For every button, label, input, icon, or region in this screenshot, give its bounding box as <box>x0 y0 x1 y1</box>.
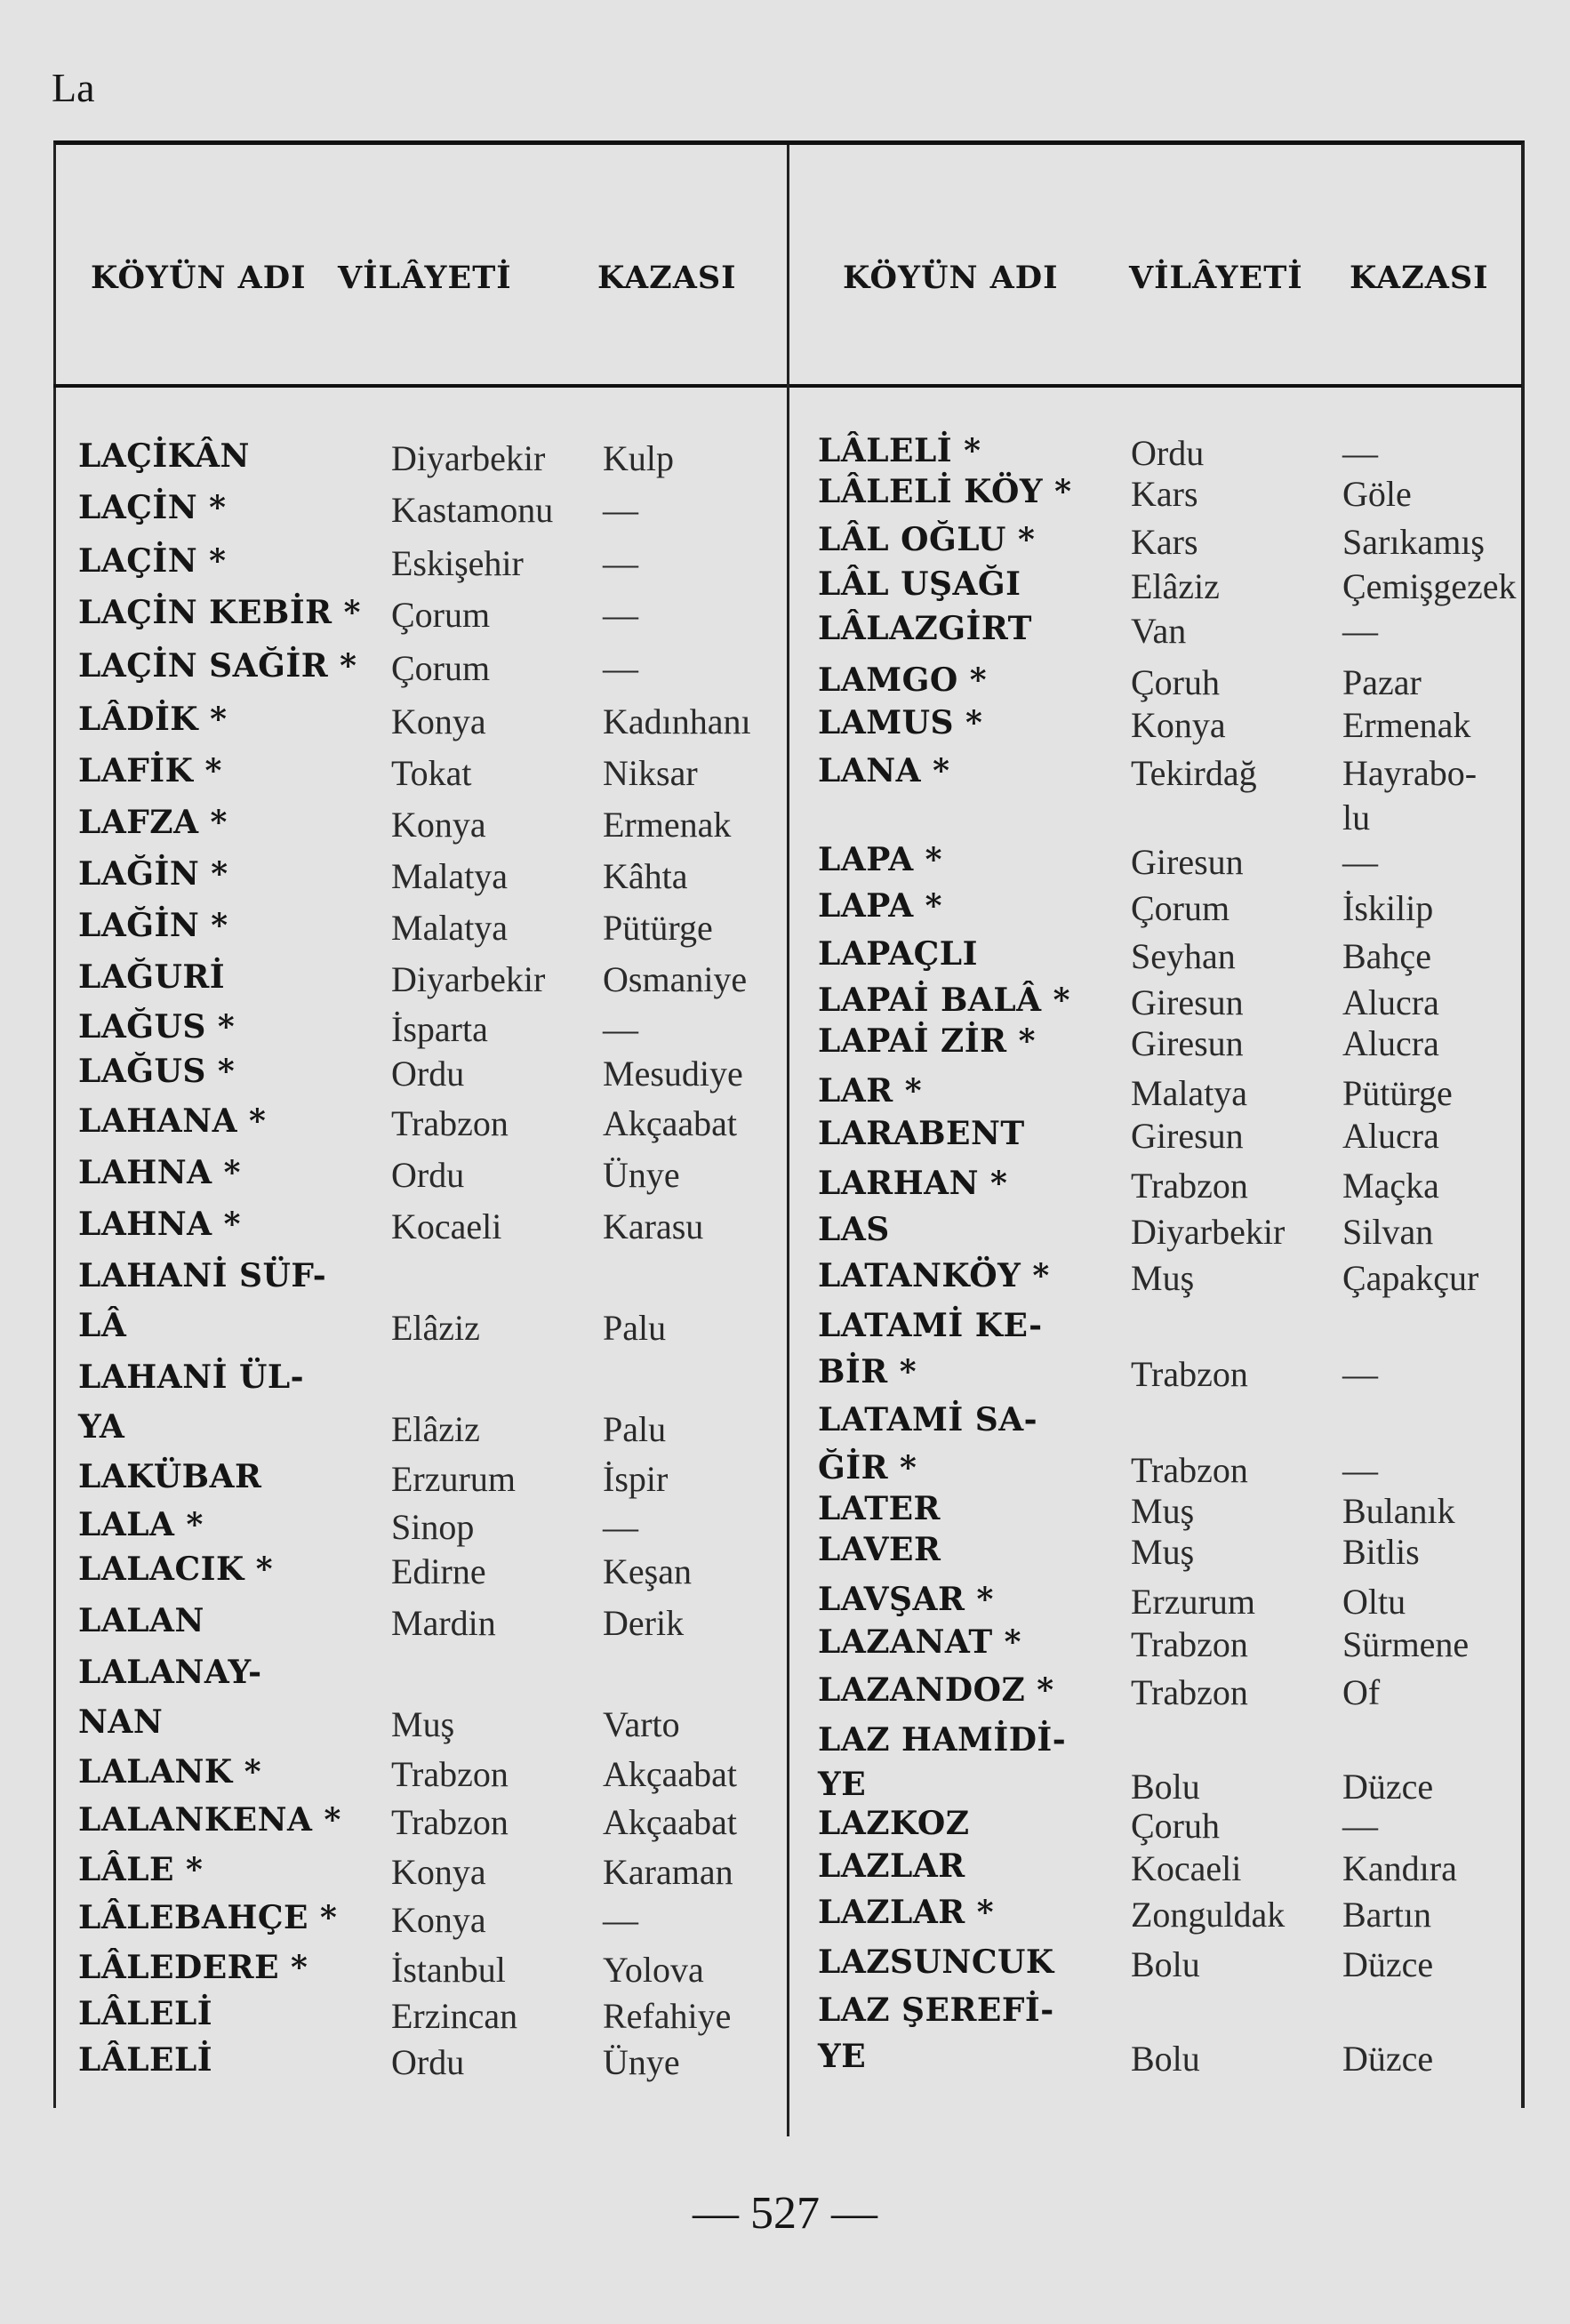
province-name: Muş <box>1131 1491 1195 1531</box>
district-name: — <box>603 490 638 530</box>
village-name: LATANKÖY * <box>818 1257 1050 1294</box>
province-name: Kocaeli <box>391 1206 502 1246</box>
village-name: LAZKOZ <box>818 1805 970 1842</box>
village-name: LAZLAR * <box>818 1894 995 1931</box>
district-name: Sürmene <box>1342 1624 1470 1664</box>
province-name: Seyhan <box>1131 936 1236 976</box>
village-name: LAZANDOZ * <box>818 1671 1054 1709</box>
province-name: Konya <box>391 1852 486 1892</box>
district-name: İspir <box>603 1459 669 1499</box>
province-name: Trabzon <box>391 1754 509 1794</box>
province-name: Giresun <box>1131 982 1244 1022</box>
village-name: LAZ ŞEREFİ- <box>818 1991 1054 2029</box>
village-name: LAHNA * <box>78 1154 241 1191</box>
village-name: LAVER <box>818 1531 941 1568</box>
district-name: İskilip <box>1342 888 1434 928</box>
village-name: LAÇİN * <box>78 542 227 580</box>
province-name: Muş <box>1131 1258 1195 1298</box>
district-name: Bulanık <box>1342 1491 1455 1531</box>
village-name: LAMUS * <box>818 704 983 741</box>
district-name: Karasu <box>603 1206 704 1246</box>
village-name: LAFİK * <box>78 752 222 789</box>
right-column-entries <box>818 0 1520 2324</box>
province-name: Konya <box>1131 705 1226 745</box>
province-name: Çorum <box>391 595 491 635</box>
district-name: Yolova <box>603 1950 704 1990</box>
village-name: LAPAÇLI <box>818 935 978 973</box>
village-name: LAMGO * <box>818 661 988 699</box>
village-name: LALA * <box>78 1506 204 1543</box>
village-name: LAÇİN KEBİR * <box>78 594 361 631</box>
province-name: Trabzon <box>1131 1166 1248 1206</box>
col-header-province: VİLÂYETİ <box>338 260 512 296</box>
province-name: Erzurum <box>391 1459 516 1499</box>
left-column-entries <box>78 0 781 2324</box>
district-name: Pütürge <box>1342 1073 1453 1113</box>
province-name: Mardin <box>391 1603 496 1643</box>
province-name: Ordu <box>391 2042 465 2082</box>
district-name: Kulp <box>603 438 674 478</box>
province-name: Bolu <box>1131 1944 1200 1984</box>
district-name: Pütürge <box>603 908 713 948</box>
district-name: — <box>603 648 638 688</box>
village-name: LAKÜBAR <box>78 1458 262 1495</box>
district-name: Varto <box>603 1704 680 1744</box>
province-name: Sinop <box>391 1507 475 1547</box>
province-name: Zonguldak <box>1131 1895 1286 1935</box>
district-name: Alucra <box>1342 982 1439 1022</box>
village-name: LAHANA * <box>78 1102 267 1140</box>
village-name: LAZLAR <box>818 1847 965 1885</box>
district-name: Bitlis <box>1342 1532 1420 1572</box>
province-name: İstanbul <box>391 1950 506 1990</box>
village-name: YA <box>78 1408 125 1446</box>
village-name: LALANKENA * <box>78 1801 341 1839</box>
district-name: Silvan <box>1342 1212 1434 1252</box>
village-name: YE <box>818 2038 867 2075</box>
district-name: Of <box>1342 1672 1381 1712</box>
province-name: Muş <box>391 1704 455 1744</box>
village-name: LÂL UŞAĞI <box>818 565 1021 603</box>
village-name: LAĞUS * <box>78 1008 236 1046</box>
district-name: Düzce <box>1342 2039 1434 2079</box>
district-name: — <box>603 595 638 635</box>
village-name: LAZ HAMİDİ- <box>818 1721 1067 1759</box>
province-name: Konya <box>391 1900 486 1940</box>
district-name: Osmaniye <box>603 959 748 999</box>
district-name: — <box>603 1009 638 1049</box>
district-name: Ermenak <box>603 805 732 845</box>
village-name: LAPAİ ZİR * <box>818 1022 1036 1060</box>
page-header-letters: La <box>52 65 95 110</box>
village-name: LALANK * <box>78 1753 262 1791</box>
district-name: — <box>1342 1806 1378 1846</box>
village-name: LAPA * <box>818 841 942 878</box>
province-name: Çorum <box>391 648 491 688</box>
village-name: LAPA * <box>818 887 942 925</box>
province-name: Diyarbekir <box>1131 1212 1286 1252</box>
district-name: — <box>603 1507 638 1547</box>
province-name: Elâziz <box>391 1409 480 1449</box>
col-header-village: KÖYÜN ADI <box>91 260 307 296</box>
province-name: Ordu <box>391 1155 465 1195</box>
village-name: LAÇİKÂN <box>78 437 250 475</box>
village-name: LÂLEDERE * <box>78 1949 308 1986</box>
province-name: Elâziz <box>391 1308 480 1348</box>
district-name: Keşan <box>603 1551 692 1591</box>
district-name: lu <box>1342 797 1371 837</box>
village-name: BİR * <box>818 1353 917 1390</box>
province-name: Kastamonu <box>391 490 554 530</box>
village-name: LATAMİ SA- <box>818 1401 1038 1438</box>
village-name: LAHANİ ÜL- <box>78 1358 305 1396</box>
village-name: LARABENT <box>818 1115 1025 1152</box>
district-name: Kadınhanı <box>603 701 751 741</box>
village-name: LÂLELİ <box>78 2041 213 2079</box>
district-name: Pazar <box>1342 662 1422 702</box>
province-name: Kocaeli <box>1131 1848 1242 1888</box>
village-name: LAFZA * <box>78 804 228 841</box>
village-name: LÂ <box>78 1307 127 1344</box>
village-name: LAĞUS * <box>78 1053 236 1090</box>
village-name: LAÇİN * <box>78 489 227 526</box>
village-name: LAĞİN * <box>78 907 228 944</box>
province-name: Trabzon <box>1131 1624 1248 1664</box>
province-name: Giresun <box>1131 1023 1244 1063</box>
district-name: Maçka <box>1342 1166 1439 1206</box>
province-name: Eskişehir <box>391 543 524 583</box>
district-name: Düzce <box>1342 1944 1434 1984</box>
column-divider <box>787 145 789 2136</box>
district-name: Ermenak <box>1342 705 1471 745</box>
village-name: LATER <box>818 1490 941 1527</box>
district-name: Ünye <box>603 1155 680 1195</box>
district-name: — <box>1342 1450 1378 1490</box>
village-name: ĞİR * <box>818 1449 917 1487</box>
province-name: Edirne <box>391 1551 486 1591</box>
district-name: — <box>1342 1354 1378 1394</box>
village-name: LALAN <box>78 1602 204 1639</box>
village-name: LÂLELİ KÖY * <box>818 473 1072 510</box>
col-header-village: KÖYÜN ADI <box>843 260 1059 296</box>
district-name: Mesudiye <box>603 1054 743 1094</box>
village-name: LÂLEBAHÇE * <box>78 1899 338 1936</box>
district-name: — <box>1342 433 1378 473</box>
province-name: Trabzon <box>1131 1450 1248 1490</box>
district-name: Kandıra <box>1342 1848 1457 1888</box>
province-name: Konya <box>391 701 486 741</box>
village-name: LÂL OĞLU * <box>818 521 1036 558</box>
province-name: Malatya <box>1131 1073 1248 1113</box>
district-name: Çapakçur <box>1342 1258 1479 1298</box>
district-name: Refahiye <box>603 1996 732 2036</box>
village-name: LAS <box>818 1211 890 1248</box>
province-name: Ordu <box>1131 433 1205 473</box>
province-name: Çoruh <box>1131 1806 1220 1846</box>
district-name: Oltu <box>1342 1582 1406 1622</box>
province-name: İsparta <box>391 1009 488 1049</box>
village-name: LÂLELİ * <box>818 432 981 469</box>
province-name: Muş <box>1131 1532 1195 1572</box>
page-number: — 527 — <box>693 2188 877 2239</box>
village-name: LAHNA * <box>78 1206 241 1243</box>
district-name: Alucra <box>1342 1023 1439 1063</box>
province-name: Erzincan <box>391 1996 518 2036</box>
village-name: LÂLE * <box>78 1851 204 1888</box>
village-name: LALANAY- <box>78 1654 262 1691</box>
district-name: Niksar <box>603 753 698 793</box>
district-name: Bartın <box>1342 1895 1431 1935</box>
village-name: NAN <box>78 1703 164 1741</box>
village-name: LATAMİ KE- <box>818 1307 1043 1344</box>
village-name: LALACIK * <box>78 1551 274 1588</box>
province-name: Tokat <box>391 753 472 793</box>
village-name: LAPAİ BALÂ * <box>818 982 1070 1019</box>
district-name: Ünye <box>603 2042 680 2082</box>
district-name: Kâhta <box>603 856 688 896</box>
province-name: Diyarbekir <box>391 959 546 999</box>
district-name: Çemişgezek <box>1342 566 1517 606</box>
district-name: Göle <box>1342 474 1412 514</box>
province-name: Erzurum <box>1131 1582 1255 1622</box>
district-name: Sarıkamış <box>1342 522 1485 562</box>
province-name: Malatya <box>391 856 509 896</box>
col-header-district: KAZASI <box>597 260 737 296</box>
province-name: Bolu <box>1131 2039 1200 2079</box>
village-name: LAĞURİ <box>78 958 226 996</box>
province-name: Trabzon <box>391 1103 509 1143</box>
village-name: LAZANAT * <box>818 1623 1021 1661</box>
village-name: LANA * <box>818 752 950 789</box>
province-name: Elâziz <box>1131 566 1220 606</box>
province-name: Kars <box>1131 522 1198 562</box>
village-name: LAR * <box>818 1072 923 1110</box>
col-header-province: VİLÂYETİ <box>1129 260 1303 296</box>
province-name: Trabzon <box>1131 1672 1248 1712</box>
village-name: LAVŞAR * <box>818 1581 994 1618</box>
province-name: Giresun <box>1131 842 1244 882</box>
village-name: LAHANİ SÜF- <box>78 1257 327 1294</box>
district-name: Akçaabat <box>603 1754 738 1794</box>
province-name: Trabzon <box>1131 1354 1248 1394</box>
province-name: Malatya <box>391 908 509 948</box>
province-name: Diyarbekir <box>391 438 546 478</box>
district-name: Palu <box>603 1409 667 1449</box>
province-name: Kars <box>1131 474 1198 514</box>
province-name: Çoruh <box>1131 662 1220 702</box>
province-name: Çorum <box>1131 888 1230 928</box>
province-name: Bolu <box>1131 1767 1200 1807</box>
district-name: Akçaabat <box>603 1103 738 1143</box>
district-name: Bahçe <box>1342 936 1431 976</box>
village-name: LAÇİN SAĞİR * <box>78 647 357 685</box>
district-name: — <box>603 1900 638 1940</box>
village-name: LÂLAZGİRT <box>818 610 1032 647</box>
district-name: Akçaabat <box>603 1802 738 1842</box>
province-name: Konya <box>391 805 486 845</box>
province-name: Van <box>1131 611 1187 651</box>
district-name: — <box>1342 611 1378 651</box>
district-name: Hayrabo- <box>1342 753 1478 793</box>
village-name: YE <box>818 1766 867 1803</box>
province-name: Giresun <box>1131 1116 1244 1156</box>
col-header-district: KAZASI <box>1350 260 1489 296</box>
district-name: Derik <box>603 1603 685 1643</box>
district-name: Düzce <box>1342 1767 1434 1807</box>
district-name: — <box>603 543 638 583</box>
province-name: Ordu <box>391 1054 465 1094</box>
village-name: LÂLELİ <box>78 1995 213 2032</box>
district-name: Alucra <box>1342 1116 1439 1156</box>
province-name: Trabzon <box>391 1802 509 1842</box>
village-name: LAĞİN * <box>78 855 228 893</box>
district-name: Palu <box>603 1308 667 1348</box>
district-name: Karaman <box>603 1852 733 1892</box>
village-name: LÂDİK * <box>78 701 228 738</box>
village-name: LAZSUNCUK <box>818 1943 1054 1981</box>
village-name: LARHAN * <box>818 1165 1008 1202</box>
province-name: Tekirdağ <box>1131 753 1257 793</box>
district-name: — <box>1342 842 1378 882</box>
